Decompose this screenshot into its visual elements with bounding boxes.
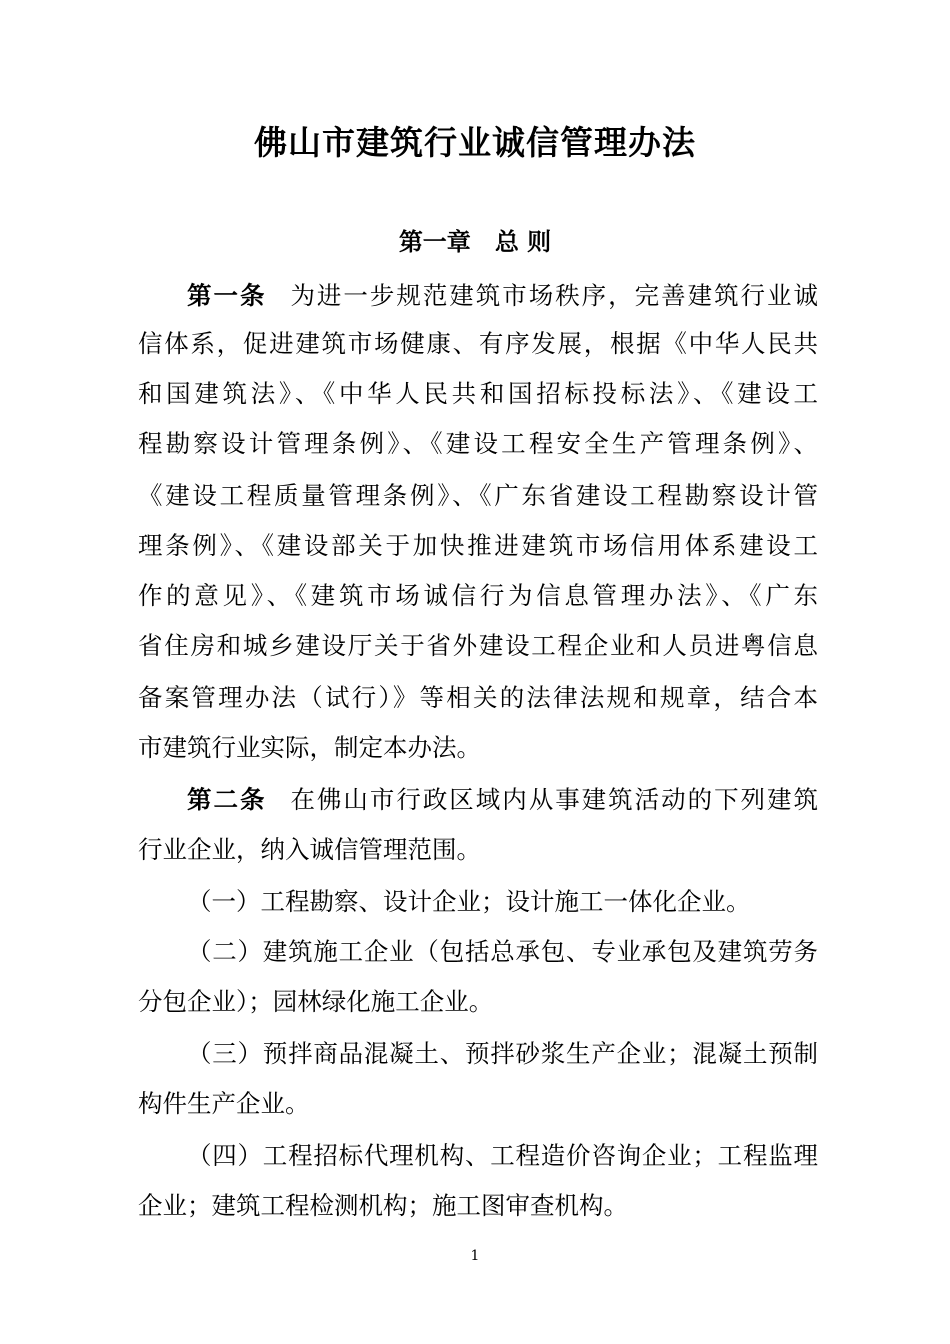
item-2-line-0: （二）建筑施工企业（包括总承包、专业承包及建筑劳务 — [187, 937, 818, 966]
article1-line-0: 第一条 为进一步规范建筑市场秩序，完善建筑行业诚 — [187, 281, 819, 310]
item-3-line-0: （三）预拌商品混凝土、预拌砂浆生产企业；混凝土预制 — [187, 1039, 818, 1068]
article2-label: 第二条 — [187, 785, 267, 814]
article1-line-4: 《建设工程质量管理条例》、《广东省建设工程勘察设计管 — [138, 481, 818, 510]
chapter-name: 总 则 — [494, 228, 552, 256]
article2-line-0: 第二条 在佛山市行政区域内从事建筑活动的下列建筑 — [187, 785, 819, 814]
document-title: 佛山市建筑行业诚信管理办法 — [254, 123, 696, 162]
item-2-line-1: 分包企业）；园林绿化施工企业。 — [138, 987, 494, 1016]
item-4-line-1: 企业；建筑工程检测机构；施工图审查机构。 — [138, 1191, 628, 1220]
article1-label: 第一条 — [187, 281, 267, 310]
article1-line-1: 信体系，促进建筑市场健康、有序发展，根据《中华人民共 — [138, 329, 818, 358]
article1-line-7: 省住房和城乡建设厅关于省外建设工程企业和人员进粤信息 — [138, 631, 818, 660]
item-4-line-0: （四）工程招标代理机构、工程造价咨询企业；工程监理 — [187, 1141, 818, 1170]
article1-line-9: 市建筑行业实际，制定本办法。 — [138, 733, 481, 762]
chapter-heading — [0, 222, 950, 262]
article2-line-1: 行业企业，纳入诚信管理范围。 — [138, 835, 481, 864]
article1-line-2: 和国建筑法》、《中华人民共和国招标投标法》、《建设工 — [138, 379, 818, 408]
article1-line-5: 理条例》、《建设部关于加快推进建筑市场信用体系建设工 — [138, 531, 818, 560]
article1-line-8: 备案管理办法（试行）》等相关的法律法规和规章，结合本 — [138, 683, 818, 712]
article1-line-3: 程勘察设计管理条例》、《建设工程安全生产管理条例》、 — [138, 429, 818, 458]
item-3-line-1: 构件生产企业。 — [138, 1089, 310, 1118]
article1-line-6: 作的意见》、《建筑市场诚信行为信息管理办法》、《广东 — [138, 581, 818, 610]
item-1-line-0: （一）工程勘察、设计企业；设计施工一体化企业。 — [187, 887, 751, 916]
chapter-label: 第一章 — [398, 228, 471, 256]
page-number: 1 — [470, 1248, 480, 1264]
